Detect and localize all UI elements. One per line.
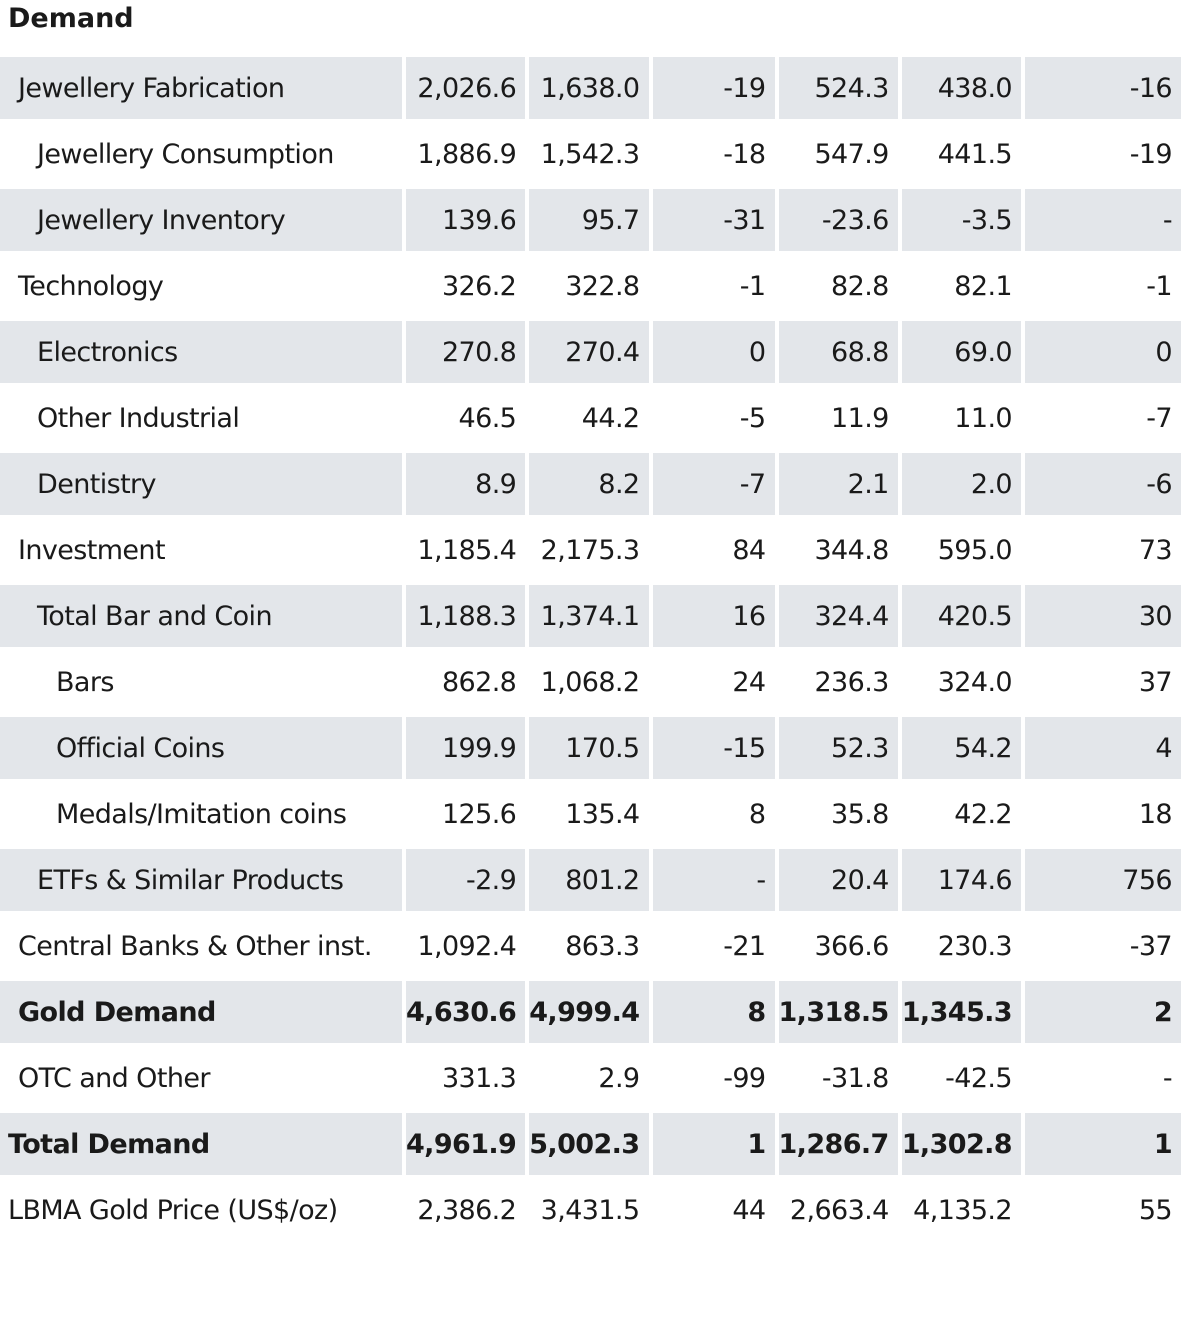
cell: 42.2 — [954, 798, 1012, 830]
row-label: Gold Demand — [0, 981, 402, 1043]
row-label: Investment — [18, 534, 165, 566]
cell: 0 — [653, 321, 775, 383]
cell: 0 — [1025, 321, 1181, 383]
table-row-technology — [0, 255, 1181, 317]
cell: 1,638.0 — [529, 57, 648, 119]
cell: - — [1025, 189, 1181, 251]
cell: 1 — [653, 1113, 775, 1175]
cell: -16 — [1025, 57, 1181, 119]
cell: 4,961.9 — [406, 1113, 525, 1175]
cell: -6 — [1025, 453, 1181, 515]
cell: 2,026.6 — [406, 57, 525, 119]
cell: 366.6 — [814, 930, 889, 962]
table-row-medals-imitation-coins — [0, 783, 1181, 845]
table-row-total-demand — [0, 1113, 1181, 1175]
cell: -19 — [653, 57, 775, 119]
cell: -3.5 — [902, 189, 1021, 251]
cell: 1,374.1 — [529, 585, 648, 647]
row-label: Technology — [18, 270, 164, 302]
cell: -21 — [723, 930, 766, 962]
cell: -99 — [723, 1062, 766, 1094]
cell: 199.9 — [406, 717, 525, 779]
cell: 270.8 — [406, 321, 525, 383]
cell: 95.7 — [529, 189, 648, 251]
table-row-lbma-gold-price — [0, 1179, 1181, 1241]
row-label: OTC and Other — [18, 1062, 210, 1094]
cell: - — [1162, 1062, 1172, 1094]
cell: 125.6 — [441, 798, 517, 830]
table-row-otc-and-other — [0, 1047, 1181, 1109]
cell: 82.1 — [954, 270, 1012, 302]
cell: 270.4 — [529, 321, 648, 383]
cell: 2.1 — [779, 453, 898, 515]
cell: 8 — [653, 981, 775, 1043]
cell: - — [653, 849, 775, 911]
cell: 8.9 — [406, 453, 525, 515]
cell: 44.2 — [581, 402, 640, 434]
row-label: Electronics — [0, 321, 402, 383]
cell: -18 — [723, 138, 766, 170]
cell: 1,886.9 — [417, 138, 517, 170]
cell: 1,286.7 — [779, 1113, 898, 1175]
cell: 524.3 — [779, 57, 898, 119]
row-label: Total Demand — [0, 1113, 402, 1175]
cell: 1,302.8 — [902, 1113, 1021, 1175]
cell: -7 — [653, 453, 775, 515]
cell: 4,135.2 — [913, 1194, 1012, 1226]
section-title: Demand — [8, 3, 134, 34]
row-label: Medals/Imitation coins — [56, 798, 347, 830]
table-row-dentistry — [0, 453, 1181, 515]
cell: 438.0 — [902, 57, 1021, 119]
cell: -31 — [653, 189, 775, 251]
cell: 1,345.3 — [902, 981, 1021, 1043]
cell: -7 — [1146, 402, 1172, 434]
row-label: Bars — [56, 666, 114, 698]
cell: 5,002.3 — [529, 1113, 648, 1175]
cell: 170.5 — [529, 717, 648, 779]
cell: 174.6 — [902, 849, 1021, 911]
cell: -5 — [739, 402, 766, 434]
row-label: LBMA Gold Price (US$/oz) — [8, 1194, 338, 1226]
cell: 24 — [732, 666, 766, 698]
cell: 326.2 — [441, 270, 517, 302]
cell: -42.5 — [945, 1062, 1012, 1094]
row-label: Official Coins — [0, 717, 402, 779]
cell: 420.5 — [902, 585, 1021, 647]
table-row-investment — [0, 519, 1181, 581]
cell: 55 — [1138, 1194, 1172, 1226]
table-row-other-industrial — [0, 387, 1181, 449]
row-label: Jewellery Consumption — [37, 138, 334, 170]
cell: 441.5 — [937, 138, 1012, 170]
cell: 73 — [1138, 534, 1172, 566]
demand-table — [0, 53, 1185, 1245]
cell: 11.0 — [954, 402, 1012, 434]
table-row-total-bar-and-coin — [0, 585, 1181, 647]
cell: 1,542.3 — [540, 138, 640, 170]
cell: -1 — [1146, 270, 1172, 302]
cell: 595.0 — [937, 534, 1012, 566]
cell: 1,318.5 — [779, 981, 898, 1043]
cell: 20.4 — [779, 849, 898, 911]
cell: 68.8 — [779, 321, 898, 383]
cell: -15 — [653, 717, 775, 779]
cell: -31.8 — [821, 1062, 889, 1094]
cell: 11.9 — [831, 402, 889, 434]
cell: 4,999.4 — [529, 981, 648, 1043]
cell: 3,431.5 — [540, 1194, 640, 1226]
cell: 2.0 — [902, 453, 1021, 515]
table-row-jewellery-fabrication — [0, 57, 1181, 119]
cell: 1,092.4 — [417, 930, 517, 962]
table-row-electronics — [0, 321, 1181, 383]
cell: 1,068.2 — [540, 666, 640, 698]
cell: 35.8 — [831, 798, 889, 830]
table-row-bars — [0, 651, 1181, 713]
cell: 2,663.4 — [789, 1194, 889, 1226]
row-label: Central Banks & Other inst. — [18, 930, 372, 962]
cell: 54.2 — [902, 717, 1021, 779]
table-row-jewellery-consumption — [0, 123, 1181, 185]
cell: 30 — [1025, 585, 1181, 647]
cell: -23.6 — [779, 189, 898, 251]
table-row-jewellery-inventory — [0, 189, 1181, 251]
cell: 1,185.4 — [417, 534, 517, 566]
cell: 801.2 — [529, 849, 648, 911]
table-row-etfs-similar-products — [0, 849, 1181, 911]
row-label: ETFs & Similar Products — [0, 849, 402, 911]
cell: 52.3 — [779, 717, 898, 779]
cell: 324.4 — [779, 585, 898, 647]
cell: 756 — [1025, 849, 1181, 911]
cell: 139.6 — [406, 189, 525, 251]
row-label: Dentistry — [0, 453, 402, 515]
cell: 2.9 — [598, 1062, 640, 1094]
cell: 82.8 — [831, 270, 889, 302]
cell: 135.4 — [565, 798, 640, 830]
cell: -2.9 — [406, 849, 525, 911]
cell: 322.8 — [565, 270, 640, 302]
cell: 8.2 — [529, 453, 648, 515]
row-label: Other Industrial — [37, 402, 240, 434]
cell: 4,630.6 — [406, 981, 525, 1043]
cell: -19 — [1129, 138, 1172, 170]
table-row-official-coins — [0, 717, 1181, 779]
cell: 2 — [1025, 981, 1181, 1043]
cell: 547.9 — [814, 138, 889, 170]
table-row-gold-demand — [0, 981, 1181, 1043]
cell: 344.8 — [814, 534, 889, 566]
cell: 863.3 — [565, 930, 640, 962]
cell: -37 — [1129, 930, 1172, 962]
cell: 230.3 — [937, 930, 1012, 962]
cell: 2,386.2 — [417, 1194, 517, 1226]
cell: 18 — [1138, 798, 1172, 830]
cell: 84 — [732, 534, 766, 566]
cell: 236.3 — [814, 666, 889, 698]
cell: 862.8 — [441, 666, 517, 698]
cell: 324.0 — [937, 666, 1012, 698]
row-label: Jewellery Inventory — [0, 189, 402, 251]
cell: -1 — [739, 270, 766, 302]
row-label: Total Bar and Coin — [0, 585, 402, 647]
table-row-central-banks — [0, 915, 1181, 977]
cell: 1,188.3 — [406, 585, 525, 647]
cell: 8 — [748, 798, 766, 830]
cell: 69.0 — [902, 321, 1021, 383]
cell: 46.5 — [458, 402, 517, 434]
cell: 4 — [1025, 717, 1181, 779]
cell: 16 — [653, 585, 775, 647]
cell: 2,175.3 — [540, 534, 640, 566]
cell: 37 — [1138, 666, 1172, 698]
row-label: Jewellery Fabrication — [0, 57, 402, 119]
cell: 331.3 — [441, 1062, 517, 1094]
cell: 44 — [732, 1194, 766, 1226]
cell: 1 — [1025, 1113, 1181, 1175]
